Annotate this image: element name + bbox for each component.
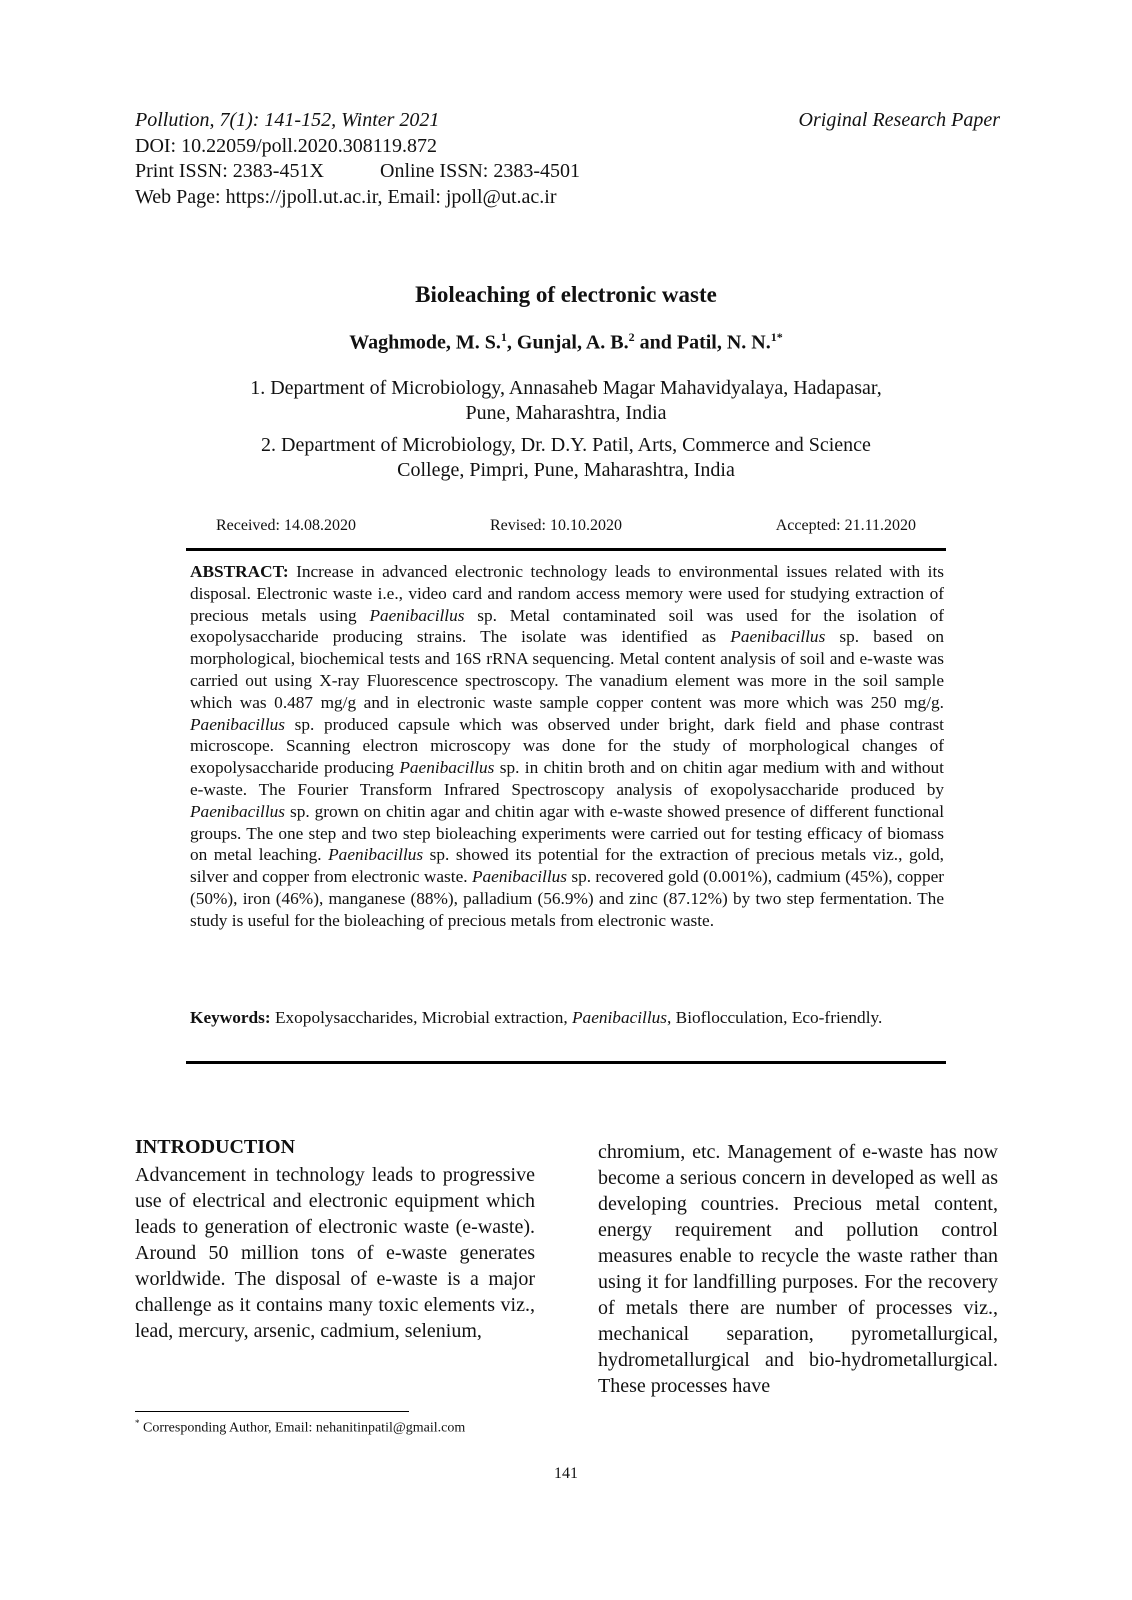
keywords-body xyxy=(271,1008,883,1027)
paper-type: Original Research Paper xyxy=(798,109,1000,131)
footnote-mark: * xyxy=(135,1418,140,1428)
footnote-text: Corresponding Author, Email: nehanitinpatil@gmail.com xyxy=(139,1420,466,1436)
revised-date: Revised: 10.10.2020 xyxy=(490,517,622,534)
journal-citation: Pollution, 7(1): 141-152, Winter 2021 xyxy=(135,109,440,131)
keywords xyxy=(190,1007,944,1029)
abstract xyxy=(190,561,944,932)
received-date: Received: 14.08.2020 xyxy=(216,517,356,534)
affiliation-line: College, Pimpri, Pune, Maharashtra, India xyxy=(397,459,735,481)
genus-name-italic: Paenibacillus xyxy=(328,845,424,865)
page-number: 141 xyxy=(554,1465,578,1482)
intro-column-1: Advancement in technology leads to progressive use of electrical and electronic equipment which leads to generation of electronic waste (e-waste). Around 50 million tons of e-waste generates worldwide. The disposal of e-waste is a major challenge as it contains many toxic elements viz., lead, mercury, arsenic, cadmium, selenium, xyxy=(135,1164,535,1342)
text-run: sp. produced capsule which was observed under bright, dark field and phase contrast microscope. Scanning electron microscopy was done for the study of morphological changes of exopolysaccharide producing xyxy=(190,714,944,778)
section-heading-introduction: INTRODUCTION xyxy=(135,1136,296,1158)
author-name: Patil, N. N. xyxy=(676,331,771,354)
affiliation-line: 2. Department of Microbiology, Dr. D.Y. Patil, Arts, Commerce and Science xyxy=(261,434,871,456)
text-run: , Bioflocculation, Eco-friendly. xyxy=(667,1008,883,1027)
abstract-label: ABSTRACT: xyxy=(190,562,289,581)
author-separator: and xyxy=(634,331,677,354)
abstract-bottom-rule xyxy=(186,1061,946,1064)
text-run: sp. grown on chitin agar and chitin agar with e-waste showed presence of different functional groups. The one step and two step bioleaching experiments were carried out for testing efficacy of biomass on metal leaching. xyxy=(190,801,944,865)
genus-name-italic: Paenibacillus xyxy=(730,627,826,647)
text-run: Increase in advanced electronic technology leads to environmental issues related with its disposal. Electronic waste i.e., video card and random access memory were used for studying extraction of precious metals using xyxy=(190,562,944,625)
author-name: Gunjal, A. B. xyxy=(516,331,629,354)
print-issn: Print ISSN: 2383-451X xyxy=(135,160,324,182)
genus-name-italic: Paenibacillus xyxy=(190,714,286,734)
affiliation-1 xyxy=(190,376,942,426)
doi: DOI: 10.22059/poll.2020.308119.872 xyxy=(135,135,438,157)
intro-column-2: chromium, etc. Management of e-waste has now become a serious concern in developed as well as developing countries. Precious metal content, energy requirement and pollution control measures enable to recycle the waste rather than using it for landfilling purposes. For the recovery of metals there are number of processes viz., mechanical separation, pyrometallurgical, hydrometallurgical and bio-hydrometallurgical. These processes have xyxy=(598,1141,998,1397)
author-mark: 1* xyxy=(770,330,783,344)
author-name: Waghmode, M. S. xyxy=(349,331,501,354)
author-mark: 2 xyxy=(628,330,635,344)
accepted-date: Accepted: 21.11.2020 xyxy=(775,517,916,534)
abstract-body xyxy=(190,562,944,930)
text-run: sp. Metal contaminated soil was used for the isolation of exopolysaccharide producing strains. The isolate was identified as xyxy=(190,605,944,647)
abstract-top-rule xyxy=(186,548,946,551)
footnote-rule xyxy=(135,1411,409,1412)
paper-title: Bioleaching of electronic waste xyxy=(415,282,717,307)
text-run: sp. in chitin broth and on chitin agar medium with and without e-waste. The Fourier Transform Infrared Spectroscopy analysis of exopolysaccharide produced by xyxy=(190,758,944,799)
genus-name-italic: Paenibacillus xyxy=(471,867,567,887)
author-mark: 1 xyxy=(500,330,507,344)
text-run: sp. recovered gold (0.001%), cadmium (45%), copper (50%), iron (46%), manganese (88%), palladium (56.9%) and zinc (87.12%) by two step fermentation. The study is useful for the bioleaching of precious metals from electronic waste. xyxy=(190,867,945,930)
footnote xyxy=(135,1418,465,1437)
online-issn: Online ISSN: 2383-4501 xyxy=(380,160,580,182)
genus-name-italic: Paenibacillus xyxy=(399,758,495,778)
affiliation-line: 1. Department of Microbiology, Annasaheb Magar Mahavidyalaya, Hadapasar, xyxy=(250,377,882,399)
keywords-label: Keywords: xyxy=(190,1008,271,1027)
web-page-email: Web Page: https://jpoll.ut.ac.ir, Email: jpoll@ut.ac.ir xyxy=(135,186,557,208)
text-run: sp. based on morphological, biochemical tests and 16S rRNA sequencing. Metal content analysis of soil and e-waste was carried out using X-ray Fluorescence spectroscopy. The vanadium element was more in the soil sample which was 0.487 mg/g and in electronic waste sample copper content was more which was 250 mg/g. xyxy=(190,627,944,712)
genus-name-italic: Paenibacillus xyxy=(572,1008,668,1027)
text-run: Exopolysaccharides, Microbial extraction, xyxy=(270,1008,572,1027)
affiliation-line: Pune, Maharashtra, India xyxy=(465,402,667,424)
authors xyxy=(0,330,1132,355)
author-separator: , xyxy=(506,331,517,354)
genus-name-italic: Paenibacillus xyxy=(190,801,286,821)
text-run: sp. showed its potential for the extraction of precious metals viz., gold, silver and copper from electronic waste. xyxy=(190,845,945,887)
genus-name-italic: Paenibacillus xyxy=(369,605,465,625)
affiliation-2 xyxy=(190,433,942,483)
